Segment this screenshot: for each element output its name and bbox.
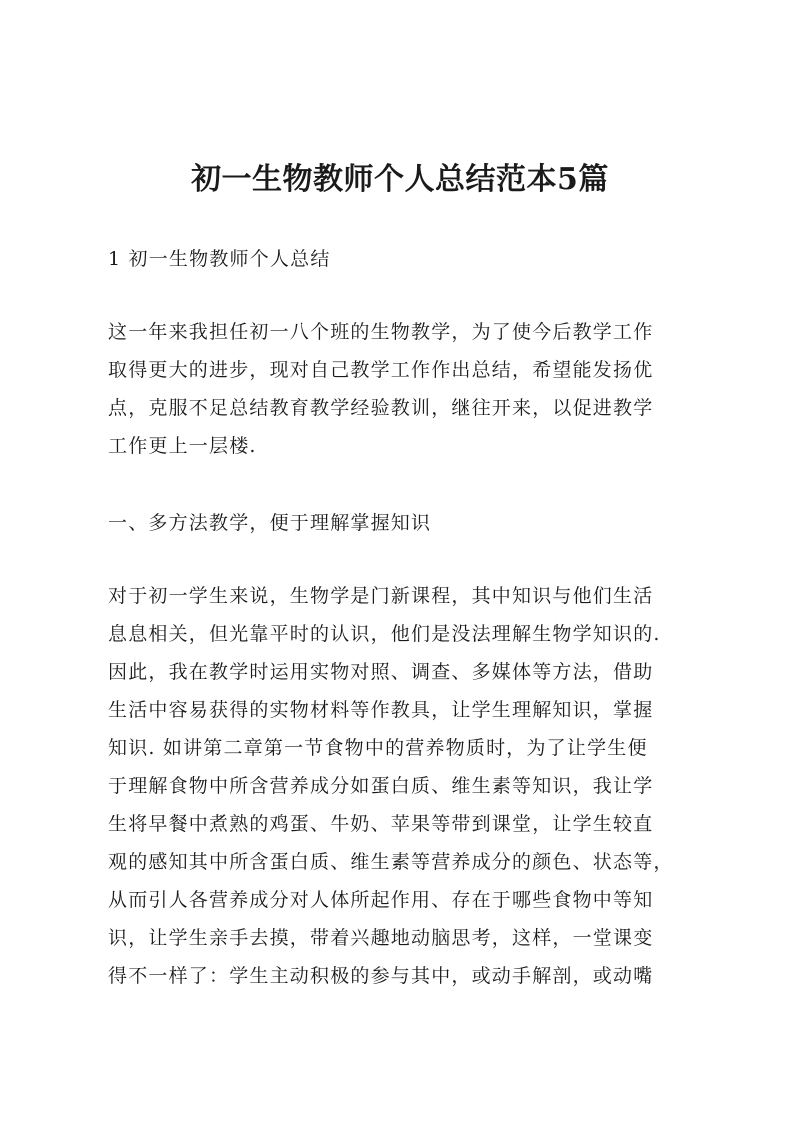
paragraph-line: 观的感知其中所含蛋白质、维生素等营养成分的颜色、状态等， [108,851,674,873]
paragraph-line: 对于初一学生来说，生物学是门新课程，其中知识与他们生活 [108,585,654,607]
paragraph-line: 从而引人各营养成分对人体所起作用、存在于哪些食物中等知 [108,889,654,911]
paragraph-line: 工作更上一层楼. [108,435,257,457]
paragraph-line: 因此，我在教学时运用实物对照、调查、多媒体等方法，借助 [108,661,654,683]
paragraph-line: 取得更大的进步，现对自己教学工作作出总结，希望能发扬优 [108,359,654,381]
paragraph-line: 这一年来我担任初一八个班的生物教学，为了使今后教学工作 [108,321,654,343]
subheading: 一、多方法教学，便于理解掌握知识 [108,512,432,534]
document-title: 初一生物教师个人总结范本5篇 [191,162,609,197]
paragraph-line: 得不一样了：学生主动积极的参与其中，或动手解剖，或动嘴 [108,965,654,987]
paragraph-line: 识，让学生亲手去摸，带着兴趣地动脑思考，这样，一堂课变 [108,927,654,949]
paragraph-intro [108,313,698,465]
paragraph-methods [108,577,698,995]
paragraph-line: 息息相关，但光靠平时的认识，他们是没法理解生物学知识的. [108,623,661,645]
section-heading: 1 初一生物教师个人总结 [108,248,331,270]
paragraph-line: 生活中容易获得的实物材料等作教具，让学生理解知识，掌握 [108,699,654,721]
paragraph-line: 知识. 如讲第二章第一节食物中的营养物质时，为了让学生便 [108,737,648,759]
paragraph-line: 于理解食物中所含营养成分如蛋白质、维生素等知识，我让学 [108,775,654,797]
paragraph-line: 生将早餐中煮熟的鸡蛋、牛奶、苹果等带到课堂，让学生较直 [108,813,654,835]
paragraph-line: 点，克服不足总结教育教学经验教训，继往开来，以促进教学 [108,397,654,419]
